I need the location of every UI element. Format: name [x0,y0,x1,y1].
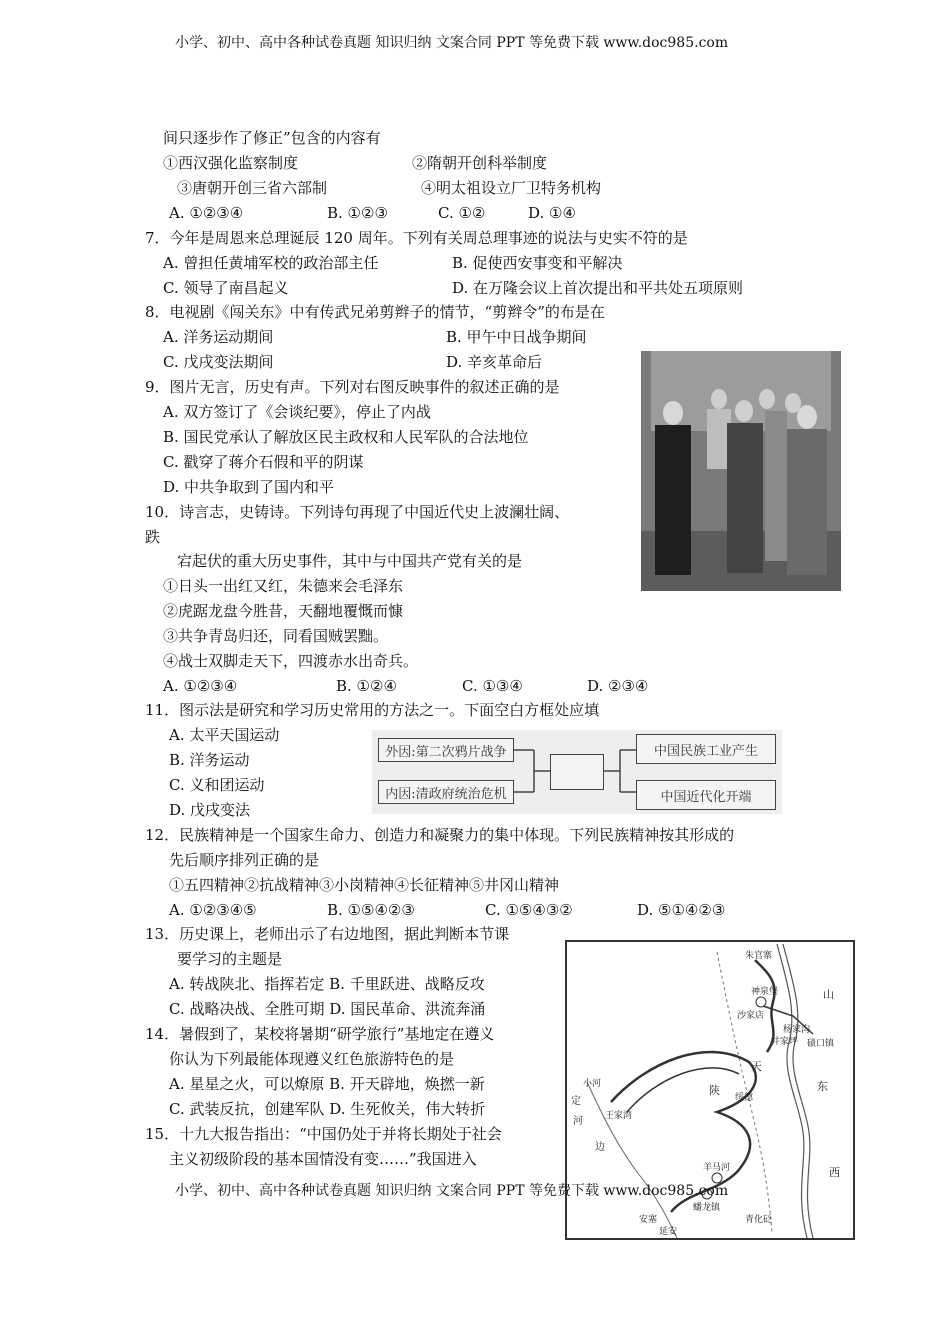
q8-option-a: A. 洋务运动期间 [163,328,274,346]
q9-option-c: C. 戳穿了蒋介石假和平的阴谋 [163,453,364,471]
q12-option-c: C. ①⑤④③② [485,901,573,919]
map-label-jingjiaping: 井家坪 [771,1037,799,1047]
q14-options-cd: C. 武装反抗，创建军队 D. 生死攸关，伟大转折 [169,1100,486,1118]
map-label-panlongzhen: 蟠龙镇 [693,1203,721,1213]
map-label-shan: 山 [823,988,834,1001]
q6-item-1: ①西汉强化监察制度 [163,154,299,172]
q9-stem: 9．图片无言，历史有声。下列对右图反映事件的叙述正确的是 [145,378,560,396]
q6-option-a: A. ①②③④ [169,204,244,222]
q10-option-c: C. ①③④ [462,677,523,695]
historical-photo [641,351,841,591]
map-label-suide: 绥德 [735,1093,754,1103]
q10-stem-2: 跌 [145,528,161,546]
photo-figures-illustration [641,351,841,591]
q10-poem-4: ④战士双脚走天下，四渡赤水出奇兵。 [163,652,419,670]
map-label-xi: 西 [829,1166,840,1179]
q11-option-d: D. 戊戌变法 [169,801,251,819]
q12-option-d: D. ⑤①④②③ [637,901,726,919]
q10-stem-1: 10．诗言志，史铸诗。下列诗句再现了中国近代史上波澜壮阔、 [145,503,570,521]
q6-option-d: D. ①④ [528,204,576,222]
map-label-ding: 定 [571,1096,581,1107]
q6-stem-cont: 间只逐步作了修正”包含的内容有 [163,129,381,147]
page-header: 小学、初中、高中各种试卷真题 知识归纳 文案合同 PPT 等免费下载 www.doc985.com [175,35,729,51]
map-label-yangmahe: 羊马河 [703,1163,731,1173]
q15-stem-2: 主义初级阶段的基本国情没有变……”我国进入 [169,1150,477,1168]
map-label-zhuguanzhai: 朱官寨 [745,951,773,961]
diagram-box-external-cause: 外因:第二次鸦片战争 [378,738,514,762]
diagram-box-modernization: 中国近代化开端 [636,780,776,810]
q14-stem-1: 14．暑假到了，某校将暑期“研学旅行”基地定在遵义 [145,1025,495,1043]
map-label-he: 河 [573,1116,583,1127]
map-label-qinghuabian: 青化砭 [745,1215,773,1225]
map-label-xiaohe: 小河 [583,1079,602,1089]
q8-stem: 8．电视剧《闯关东》中有传武兄弟剪辫子的情节，“剪辫令”的布是在 [145,303,605,321]
diagram-box-blank [550,754,604,790]
q13-stem-2: 要学习的主题是 [177,950,283,968]
q10-poem-2: ②虎踞龙盘今胜昔，天翻地覆慨而慷 [163,602,404,620]
q9-option-d: D. 中共争取到了国内和平 [163,478,335,496]
q10-option-b: B. ①②④ [336,677,397,695]
q10-poem-1: ①日头一出红又红，朱德来会毛泽东 [163,577,404,595]
q9-option-a: A. 双方签订了《会谈纪要》，停止了内战 [163,403,431,421]
page-footer: 小学、初中、高中各种试卷真题 知识归纳 文案合同 PPT 等免费下载 www.doc985.com [175,1183,729,1199]
q10-option-a: A. ①②③④ [163,677,238,695]
q6-option-c: C. ①② [438,204,486,222]
q7-option-c: C. 领导了南昌起义 [163,279,289,297]
q12-stem-1: 12．民族精神是一个国家生命力、创造力和凝聚力的集中体现。下列民族精神按其形成的 [145,826,735,844]
q11-option-a: A. 太平天国运动 [169,726,280,744]
q6-item-2: ②隋朝开创科举制度 [412,154,548,172]
q9-option-b: B. 国民党承认了解放区民主政权和人民军队的合法地位 [163,428,529,446]
q6-item-3: ③唐朝开创三省六部制 [177,179,328,197]
q13-stem-1: 13．历史课上，老师出示了右边地图，据此判断本节课 [145,925,510,943]
map-label-shenquanbao: 神泉堡 [751,987,779,997]
q10-stem-3: 宕起伏的重大历史事件，其中与中国共产党有关的是 [177,552,523,570]
q12-stem-2: 先后顺序排列正确的是 [169,851,320,869]
q15-stem-1: 15．十九大报告指出：“中国仍处于并将长期处于社会 [145,1125,502,1143]
cause-effect-diagram [372,730,782,814]
diagram-box-internal-cause: 内因:清政府统治危机 [378,780,514,804]
map-label-ansai: 安塞 [639,1215,658,1225]
q14-stem-2: 你认为下列最能体现遵义红色旅游特色的是 [169,1050,455,1068]
map-label-tian: 天 [751,1060,762,1073]
q7-stem: 7．今年是周恩来总理诞辰 120 周年。下列有关周总理事迹的说法与史实不符的是 [145,229,688,247]
map-label-qikouzhen: 碛口镇 [807,1039,835,1049]
map-label-wangjiawan: 王家湾 [605,1111,633,1121]
q6-option-b: B. ①②③ [327,204,388,222]
q8-option-b: B. 甲午中日战争期间 [446,328,587,346]
map-label-shaan: 陕 [709,1084,720,1097]
q12-option-b: B. ①⑤④②③ [327,901,415,919]
diagram-box-industry: 中国民族工业产生 [636,734,776,764]
map-label-bian: 边 [595,1142,605,1153]
q12-option-a: A. ①②③④⑤ [169,901,257,919]
q11-stem: 11．图示法是研究和学习历史常用的方法之一。下面空白方框处应填 [145,701,600,719]
q8-option-d: D. 辛亥革命后 [446,353,543,371]
q11-option-c: C. 义和团运动 [169,776,265,794]
q13-options-ab: A. 转战陕北、指挥若定 B. 千里跃进、战略反攻 [169,975,485,993]
q8-option-c: C. 戊戌变法期间 [163,353,274,371]
map-label-shajiadian: 沙家店 [737,1011,765,1021]
q10-option-d: D. ②③④ [587,677,649,695]
q10-poem-3: ③共争青岛归还，同看国贼罢黜。 [163,627,389,645]
map-label-dong: 东 [817,1080,828,1093]
q13-options-cd: C. 战略决战、全胜可期 D. 国民革命、洪流奔涌 [169,1000,486,1018]
map-label-yanan: 延安 [659,1227,678,1237]
q14-options-ab: A. 星星之火，可以燎原 B. 开天辟地，焕撚一新 [169,1075,485,1093]
q6-item-4: ④明太祖设立厂卫特务机构 [421,179,602,197]
q12-items: ①五四精神②抗战精神③小岗精神④长征精神⑤井冈山精神 [169,876,560,894]
q7-option-a: A. 曾担任黄埔军校的政治部主任 [163,254,379,272]
q7-option-b: B. 促使西安事变和平解决 [452,254,623,272]
q11-option-b: B. 洋务运动 [169,751,250,769]
q7-option-d: D. 在万隆会议上首次提出和平共处五项原则 [452,279,744,297]
map-label-yangjiagou: 杨家沟 [783,1025,811,1035]
